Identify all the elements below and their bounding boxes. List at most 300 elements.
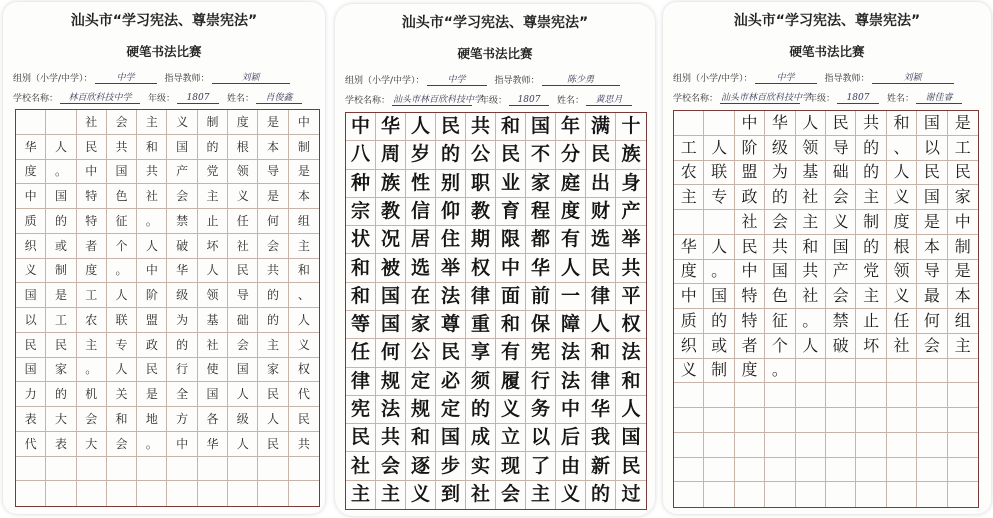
- grid-cell: 工: [46, 308, 76, 333]
- grid-cell: 主: [289, 234, 319, 259]
- grid-cell: 被: [376, 254, 406, 282]
- grid-cell: 华: [16, 135, 46, 160]
- grid-cell: 共: [796, 260, 826, 285]
- grid-cell: 行: [167, 358, 197, 383]
- grid-cell: 中: [77, 160, 107, 185]
- grid-cell: 财: [586, 198, 616, 226]
- grid-cell: [704, 433, 734, 458]
- grid-cell: 共: [258, 259, 288, 284]
- grid-cell: 联: [704, 161, 734, 186]
- sheet-title: 汕头市“学习宪法、尊崇宪法”: [733, 13, 921, 29]
- grid-cell: 国: [228, 358, 258, 383]
- grid-cell: 人: [107, 358, 137, 383]
- grid-cell: 人: [406, 113, 436, 141]
- grid-cell: [107, 457, 137, 482]
- grid-cell: 民: [346, 424, 376, 452]
- grid-cell: 何: [376, 339, 406, 367]
- grid-cell: 度: [735, 359, 765, 384]
- grid-cell: 代: [289, 382, 319, 407]
- grid-cell: [674, 111, 704, 136]
- grid-cell: [917, 359, 947, 384]
- grid-cell: 中: [289, 110, 319, 135]
- grid-cell: 况: [376, 226, 406, 254]
- grid-cell: 人: [556, 254, 586, 282]
- grid-cell: [917, 383, 947, 408]
- grid-cell: 会: [77, 407, 107, 432]
- grid-cell: [948, 383, 978, 408]
- grid-cell: 人: [704, 235, 734, 260]
- grid-cell: [16, 457, 46, 482]
- grid-cell: 主: [346, 481, 376, 509]
- grid-cell: 党: [198, 160, 228, 185]
- grid-cell: [674, 482, 704, 507]
- grid-cell: 度: [228, 110, 258, 135]
- grid-cell: 法: [616, 339, 646, 367]
- grid-cell: 规: [376, 368, 406, 396]
- group-value: 中学: [427, 72, 487, 86]
- grid-cell: [826, 458, 856, 483]
- grid-cell: 国: [917, 185, 947, 210]
- grid-cell: 代: [16, 432, 46, 457]
- grid-cell: 阶: [137, 283, 167, 308]
- grid-cell: 法: [556, 368, 586, 396]
- grid-cell: 社: [137, 184, 167, 209]
- grid-cell: 各: [198, 407, 228, 432]
- grid-cell: 社: [887, 334, 917, 359]
- grid-cell: 人: [228, 432, 258, 457]
- grid-cell: [887, 383, 917, 408]
- grid-cell: 最: [917, 284, 947, 309]
- grid-cell: 逐: [406, 452, 436, 480]
- grid-cell: 破: [167, 234, 197, 259]
- grid-cell: 以: [917, 136, 947, 161]
- grid-cell: 和: [887, 111, 917, 136]
- grid-cell: [198, 457, 228, 482]
- grid-cell: 导: [258, 160, 288, 185]
- grid-cell: [704, 111, 734, 136]
- grid-cell: 华: [674, 235, 704, 260]
- school-label: 学校名称：: [345, 96, 391, 106]
- grid-cell: 华: [167, 259, 197, 284]
- writing-grid: [15, 109, 320, 507]
- grid-cell: 国: [167, 135, 197, 160]
- grid-cell: 导: [826, 136, 856, 161]
- grid-cell: [735, 383, 765, 408]
- grid-cell: 教: [466, 198, 496, 226]
- grid-cell: [948, 359, 978, 384]
- grid-cell: [704, 482, 734, 507]
- grid-cell: 个: [107, 234, 137, 259]
- grid-cell: 是: [948, 260, 978, 285]
- grid-cell: [765, 383, 795, 408]
- grid-cell: 农: [77, 308, 107, 333]
- grid-cell: 都: [526, 226, 556, 254]
- grid-cell: 大: [46, 407, 76, 432]
- grid-cell: 和: [289, 259, 319, 284]
- sheet-subtitle: 硬笔书法比赛: [789, 44, 865, 59]
- grid-cell: 共: [466, 113, 496, 141]
- grid-cell: 等: [346, 311, 376, 339]
- grid-cell: 和: [406, 424, 436, 452]
- grid-cell: 成: [466, 424, 496, 452]
- grid-cell: [856, 359, 886, 384]
- grade-value: 1807: [509, 95, 549, 106]
- grid-cell: 社: [346, 452, 376, 480]
- grid-cell: 会: [917, 334, 947, 359]
- grid-cell: 华: [765, 111, 795, 136]
- grid-cell: [228, 457, 258, 482]
- grid-cell: 的: [46, 382, 76, 407]
- grid-cell: [796, 383, 826, 408]
- grid-cell: [765, 458, 795, 483]
- grid-cell: 组: [289, 209, 319, 234]
- grid-cell: 民: [436, 339, 466, 367]
- grid-cell: 选: [406, 254, 436, 282]
- grid-cell: 民: [826, 111, 856, 136]
- grid-cell: 中: [16, 184, 46, 209]
- grid-cell: 度: [16, 160, 46, 185]
- grid-cell: 公: [466, 141, 496, 169]
- grid-cell: 和: [496, 311, 526, 339]
- grid-cell: 育: [496, 198, 526, 226]
- grid-cell: 主: [948, 334, 978, 359]
- grid-cell: 领: [198, 283, 228, 308]
- grid-cell: 基: [796, 161, 826, 186]
- school-value: 林百欣科技中学: [60, 90, 140, 104]
- grid-cell: [735, 408, 765, 433]
- grid-cell: 本: [948, 284, 978, 309]
- grid-cell: [887, 482, 917, 507]
- group-value: 中学: [95, 70, 157, 84]
- grid-cell: 的: [856, 235, 886, 260]
- grid-cell: 行: [526, 368, 556, 396]
- grid-cell: 国: [376, 283, 406, 311]
- grid-cell: 民: [258, 432, 288, 457]
- info-row-group: [673, 70, 954, 84]
- grid-cell: 律: [586, 283, 616, 311]
- grid-cell: 共: [107, 135, 137, 160]
- grid-cell: 的: [586, 481, 616, 509]
- grid-cell: [796, 408, 826, 433]
- writing-grid: [673, 110, 979, 508]
- teacher-label: 指导教师：: [164, 74, 210, 84]
- grid-cell: 本: [258, 135, 288, 160]
- grid-cell: [826, 383, 856, 408]
- grid-cell: 国: [704, 284, 734, 309]
- grid-cell: 共: [616, 254, 646, 282]
- grid-cell: 中: [167, 432, 197, 457]
- grid-cell: [674, 383, 704, 408]
- grid-cell: [198, 481, 228, 506]
- grid-cell: 和: [586, 339, 616, 367]
- grid-cell: 国: [376, 311, 406, 339]
- grid-cell: 义: [674, 359, 704, 384]
- grid-cell: 宗: [346, 198, 376, 226]
- grid-cell: 产: [616, 198, 646, 226]
- grid-cell: 为: [167, 308, 197, 333]
- grid-cell: 级: [765, 136, 795, 161]
- grid-cell: 限: [496, 226, 526, 254]
- grid-cell: 教: [376, 198, 406, 226]
- grid-cell: 重: [466, 311, 496, 339]
- grid-cell: 履: [496, 368, 526, 396]
- grid-cell: 共: [137, 160, 167, 185]
- grade-label: 年级：: [808, 94, 836, 104]
- grid-cell: 制: [704, 359, 734, 384]
- grid-cell: 了: [526, 452, 556, 480]
- grid-cell: 会: [496, 481, 526, 509]
- grid-cell: 律: [466, 283, 496, 311]
- grid-cell: 根: [887, 235, 917, 260]
- grid-cell: 面: [496, 283, 526, 311]
- grid-cell: [887, 458, 917, 483]
- grid-cell: 人: [796, 111, 826, 136]
- grid-cell: 度: [77, 259, 107, 284]
- grid-cell: 周: [376, 141, 406, 169]
- grid-cell: 的: [856, 136, 886, 161]
- grid-cell: 或: [704, 334, 734, 359]
- entry-sheet-middle: [335, 4, 655, 516]
- grid-cell: 享: [466, 339, 496, 367]
- grid-cell: 举: [616, 226, 646, 254]
- grade-label: 年级：: [148, 94, 176, 104]
- grade-label: 年级：: [480, 96, 508, 106]
- grid-cell: 出: [586, 170, 616, 198]
- grid-cell: 满: [586, 113, 616, 141]
- grid-cell: 工: [948, 136, 978, 161]
- info-row-group: [345, 72, 620, 86]
- grid-cell: [765, 482, 795, 507]
- grid-cell: 特: [735, 309, 765, 334]
- grid-cell: 会: [826, 185, 856, 210]
- grid-cell: 到: [436, 481, 466, 509]
- grid-cell: 专: [107, 333, 137, 358]
- school-label: 学校名称：: [673, 94, 719, 104]
- sheet-subtitle: 硬笔书法比赛: [457, 46, 533, 61]
- grid-cell: 级: [228, 407, 258, 432]
- grid-cell: 年: [556, 113, 586, 141]
- group-label: 组别（小学/中学）：: [673, 74, 753, 84]
- grid-cell: 是: [258, 110, 288, 135]
- grid-cell: 家: [258, 358, 288, 383]
- grid-cell: 础: [826, 161, 856, 186]
- grid-cell: 方: [167, 407, 197, 432]
- grid-cell: 国: [198, 382, 228, 407]
- grid-cell: 民: [436, 113, 466, 141]
- grid-cell: 主: [674, 185, 704, 210]
- school-value: 汕头市林百欣科技中学: [392, 92, 472, 106]
- grid-cell: [826, 408, 856, 433]
- grid-cell: 公: [406, 339, 436, 367]
- grid-cell: 导: [228, 283, 258, 308]
- grid-cell: 大: [77, 432, 107, 457]
- grid-cell: [704, 408, 734, 433]
- grid-cell: 民: [496, 141, 526, 169]
- grid-cell: 程: [526, 198, 556, 226]
- grid-cell: 的: [258, 308, 288, 333]
- grid-cell: [948, 458, 978, 483]
- info-row-group: [13, 70, 290, 84]
- grid-cell: 会: [107, 110, 137, 135]
- grid-cell: 国: [107, 160, 137, 185]
- grid-cell: [735, 458, 765, 483]
- grid-cell: [856, 383, 886, 408]
- grid-cell: 人: [704, 136, 734, 161]
- grid-cell: 和: [137, 135, 167, 160]
- grid-cell: 本: [917, 235, 947, 260]
- grid-cell: [107, 481, 137, 506]
- grid-cell: 度: [556, 198, 586, 226]
- grid-cell: 民: [16, 333, 46, 358]
- grid-cell: 人: [887, 161, 917, 186]
- grid-cell: 破: [826, 334, 856, 359]
- grid-cell: 以: [16, 308, 46, 333]
- grid-cell: 。: [107, 259, 137, 284]
- grid-cell: 何: [258, 209, 288, 234]
- grid-cell: 义: [167, 110, 197, 135]
- sheet-title: 汕头市“学习宪法、尊崇宪法”: [70, 13, 258, 29]
- grid-cell: 领: [887, 260, 917, 285]
- name-label: 姓名：: [227, 94, 255, 104]
- grid-cell: 人: [796, 334, 826, 359]
- group-label: 组别（小学/中学）：: [345, 76, 425, 86]
- grid-cell: 中: [674, 284, 704, 309]
- grid-cell: 基: [198, 308, 228, 333]
- grid-cell: 全: [167, 382, 197, 407]
- entry-sheet-right: [663, 2, 991, 514]
- grid-cell: 或: [46, 234, 76, 259]
- grid-cell: 主: [198, 184, 228, 209]
- grid-cell: 社: [466, 481, 496, 509]
- grid-cell: 是: [46, 283, 76, 308]
- grid-cell: 关: [107, 382, 137, 407]
- grid-cell: 义: [826, 210, 856, 235]
- grid-cell: 。: [704, 260, 734, 285]
- grid-cell: 人: [289, 308, 319, 333]
- grid-cell: 中: [137, 259, 167, 284]
- grid-cell: 民: [258, 382, 288, 407]
- grid-cell: 产: [167, 160, 197, 185]
- grid-cell: 的: [46, 209, 76, 234]
- grid-cell: 族: [376, 170, 406, 198]
- grid-cell: 使: [198, 358, 228, 383]
- writing-grid: [345, 112, 647, 510]
- grid-cell: 制: [198, 110, 228, 135]
- grid-cell: 中: [556, 396, 586, 424]
- grid-cell: [796, 359, 826, 384]
- grid-cell: [948, 433, 978, 458]
- grid-cell: 色: [765, 284, 795, 309]
- grid-cell: [46, 457, 76, 482]
- grid-cell: 职: [466, 170, 496, 198]
- grid-cell: 特: [77, 184, 107, 209]
- grid-cell: 织: [674, 334, 704, 359]
- grid-cell: 国: [917, 111, 947, 136]
- grid-cell: [917, 433, 947, 458]
- grid-cell: 族: [616, 141, 646, 169]
- grid-cell: 人: [616, 396, 646, 424]
- grid-cell: 会: [228, 333, 258, 358]
- grid-cell: 础: [228, 308, 258, 333]
- grid-cell: 业: [496, 170, 526, 198]
- school-label: 学校名称：: [13, 94, 59, 104]
- grid-cell: 义: [16, 259, 46, 284]
- grid-cell: [137, 481, 167, 506]
- grid-cell: 民: [137, 358, 167, 383]
- grid-cell: 华: [586, 396, 616, 424]
- grid-cell: [735, 482, 765, 507]
- grid-cell: 过: [621, 483, 641, 506]
- grid-cell: 会: [107, 432, 137, 457]
- grid-cell: 民: [586, 254, 616, 282]
- grid-cell: 国: [46, 184, 76, 209]
- grid-cell: 主: [856, 284, 886, 309]
- grid-cell: 者: [77, 234, 107, 259]
- grid-cell: 政: [137, 333, 167, 358]
- grid-cell: [228, 481, 258, 506]
- grid-cell: 制: [948, 235, 978, 260]
- grid-cell: [674, 408, 704, 433]
- grid-cell: 主: [258, 333, 288, 358]
- grid-cell: 共: [765, 235, 795, 260]
- grid-cell: 法: [556, 339, 586, 367]
- grid-cell: 个: [765, 334, 795, 359]
- grid-cell: 民: [46, 333, 76, 358]
- grid-cell: 的: [198, 135, 228, 160]
- grid-cell: 立: [496, 424, 526, 452]
- teacher-value: 陈少勇: [542, 72, 620, 86]
- grid-cell: [826, 359, 856, 384]
- grid-cell: 机: [77, 382, 107, 407]
- grid-cell: 华: [526, 254, 556, 282]
- grid-cell: 度: [674, 260, 704, 285]
- grid-cell: 和: [796, 235, 826, 260]
- grid-cell: 权: [616, 311, 646, 339]
- grid-cell: [674, 210, 704, 235]
- grid-cell: 共: [289, 432, 319, 457]
- grid-cell: 织: [16, 234, 46, 259]
- grid-cell: 义: [556, 481, 586, 509]
- group-label: 组别（小学/中学）：: [13, 74, 93, 84]
- info-row-school: [345, 92, 632, 106]
- teacher-value: 刘颖: [212, 70, 290, 84]
- grade-value: 1807: [177, 93, 219, 104]
- grid-cell: 的: [856, 161, 886, 186]
- grid-cell: 主: [856, 185, 886, 210]
- grid-cell: 规: [406, 396, 436, 424]
- grid-cell: 是: [948, 111, 978, 136]
- grid-cell: 何: [917, 309, 947, 334]
- grid-cell: [856, 408, 886, 433]
- grid-cell: 中: [496, 254, 526, 282]
- grid-cell: [704, 383, 734, 408]
- grid-cell: 的: [258, 283, 288, 308]
- grid-cell: [735, 433, 765, 458]
- grid-cell: 法: [376, 396, 406, 424]
- grid-cell: 会: [826, 284, 856, 309]
- teacher-value: 刘颖: [872, 70, 954, 84]
- grid-cell: 特: [77, 209, 107, 234]
- grid-cell: 中: [735, 111, 765, 136]
- grid-cell: 民: [948, 161, 978, 186]
- grid-cell: 现: [496, 452, 526, 480]
- grid-cell: 信: [406, 198, 436, 226]
- grid-cell: 国: [765, 260, 795, 285]
- grid-cell: 特: [735, 284, 765, 309]
- grid-cell: 。: [77, 358, 107, 383]
- grid-cell: 任: [346, 339, 376, 367]
- grid-cell: [167, 481, 197, 506]
